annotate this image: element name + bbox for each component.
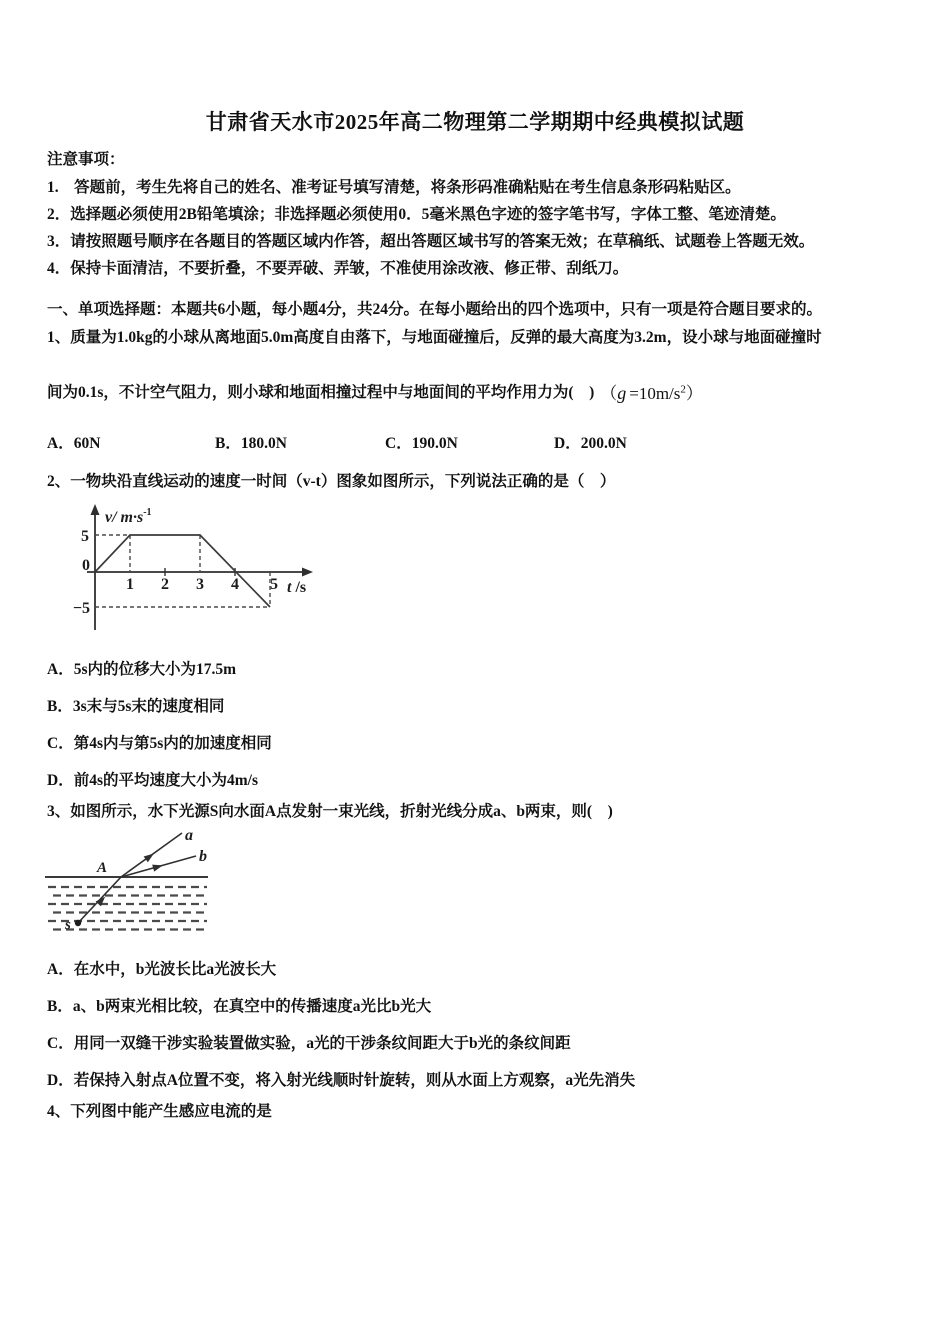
y-tick-0: 0 bbox=[82, 557, 90, 574]
y-tick-5: 5 bbox=[81, 528, 89, 545]
question-1-stem-line2 bbox=[47, 374, 703, 408]
light-source-dot bbox=[75, 920, 81, 926]
question-1-options bbox=[47, 431, 627, 453]
source-s-label: s bbox=[65, 917, 71, 933]
ray-b-arrow-icon bbox=[152, 862, 164, 872]
x-axis-arrow-icon bbox=[302, 568, 313, 577]
question-1-option-a: A．60N bbox=[47, 435, 101, 452]
ray-a-label: a bbox=[185, 827, 193, 844]
question-3-option-b: B．a、b两束光相比较，在真空中的传播速度a光比b光大 bbox=[47, 998, 432, 1015]
question-1-stem-line2-text: 间为0.1s，不计空气阻力，则小球和地面相撞过程中与地面间的平均作用力为( ) bbox=[47, 384, 595, 401]
x-axis-label: t /s bbox=[287, 579, 307, 596]
refraction-figure bbox=[45, 827, 260, 942]
x-tick-5: 5 bbox=[270, 576, 278, 593]
question-3-option-a: A．在水中，b光波长比a光波长大 bbox=[47, 961, 277, 978]
question-2-option-c: C．第4s内与第5s内的加速度相同 bbox=[47, 735, 272, 752]
x-tick-4: 4 bbox=[231, 576, 239, 593]
notes-list bbox=[47, 174, 814, 282]
dashed-guides bbox=[95, 535, 270, 607]
x-tick-1: 1 bbox=[126, 576, 134, 593]
velocity-line bbox=[95, 535, 270, 607]
notes-heading: 注意事项： bbox=[47, 151, 125, 168]
note-item-4: 4．保持卡面清洁，不要折叠，不要弄破、弄皱，不准使用涂改液、修正带、刮纸刀。 bbox=[47, 260, 629, 277]
y-tick-neg5: −5 bbox=[72, 600, 90, 617]
question-1-option-b: B．180.0N bbox=[215, 435, 287, 452]
question-3-option-c: C．用同一双缝干涉实验装置做实验，a光的干涉条纹间距大于b光的条纹间距 bbox=[47, 1035, 571, 1052]
question-3-stem: 3、如图所示，水下光源S向水面A点发射一束光线，折射光线分成a、b两束，则( ) bbox=[47, 803, 613, 820]
question-1-option-c: C．190.0N bbox=[385, 435, 458, 452]
question-3-option-d: D．若保持入射点A位置不变，将入射光线顺时针旋转，则从水面上方观察，a光先消失 bbox=[47, 1072, 636, 1089]
gravity-formula: $(g =10m/s^2)$ bbox=[600, 382, 703, 403]
question-2-option-a: A．5s内的位移大小为17.5m bbox=[47, 661, 237, 678]
note-item-2: 2．选择题必须使用2B铅笔填涂；非选择题必须使用0．5毫米黑色字迹的签字笔书写，字体工整、笔迹清楚。 bbox=[47, 206, 786, 223]
question-1-option-d: D．200.0N bbox=[554, 435, 627, 452]
water-dashes bbox=[48, 887, 207, 930]
question-1-stem-line1: 1、质量为1.0kg的小球从离地面5.0m高度自由落下，与地面碰撞后，反弹的最大高度为3.2m，设小球与地面碰撞时 bbox=[47, 329, 822, 346]
question-2-option-b: B．3s末与5s末的速度相同 bbox=[47, 698, 225, 715]
ray-b-label: b bbox=[199, 848, 207, 865]
question-2-stem: 2、一物块沿直线运动的速度一时间（v-t）图象如图所示，下列说法正确的是（ ） bbox=[47, 473, 616, 490]
vt-graph-figure bbox=[53, 502, 323, 637]
point-a-label: A bbox=[96, 860, 107, 876]
page-title: 甘肃省天水市2025年高二物理第二学期期中经典模拟试题 bbox=[205, 110, 745, 134]
x-tick-3: 3 bbox=[196, 576, 204, 593]
question-4-stem: 4、下列图中能产生感应电流的是 bbox=[47, 1103, 272, 1120]
question-2-option-d: D．前4s的平均速度大小为4m/s bbox=[47, 772, 258, 789]
section-header: 一、单项选择题：本题共6小题，每小题4分，共24分。在每小题给出的四个选项中，只有一项是符合题目要求的。 bbox=[47, 301, 823, 318]
x-tick-2: 2 bbox=[161, 576, 169, 593]
note-item-1: 1. 答题前，考生先将自己的姓名、准考证号填写清楚，将条形码准确粘贴在考生信息条形码粘贴区。 bbox=[47, 179, 741, 196]
y-axis-label: v/ $m\cdot s^{-1}$ bbox=[105, 507, 152, 526]
note-item-3: 3．请按照题号顺序在各题目的答题区域内作答，超出答题区域书写的答案无效；在草稿纸、试题卷上答题无效。 bbox=[47, 233, 815, 250]
y-axis-arrow-icon bbox=[91, 504, 100, 515]
question-2-options bbox=[47, 658, 272, 806]
question-3-options bbox=[47, 958, 635, 1106]
